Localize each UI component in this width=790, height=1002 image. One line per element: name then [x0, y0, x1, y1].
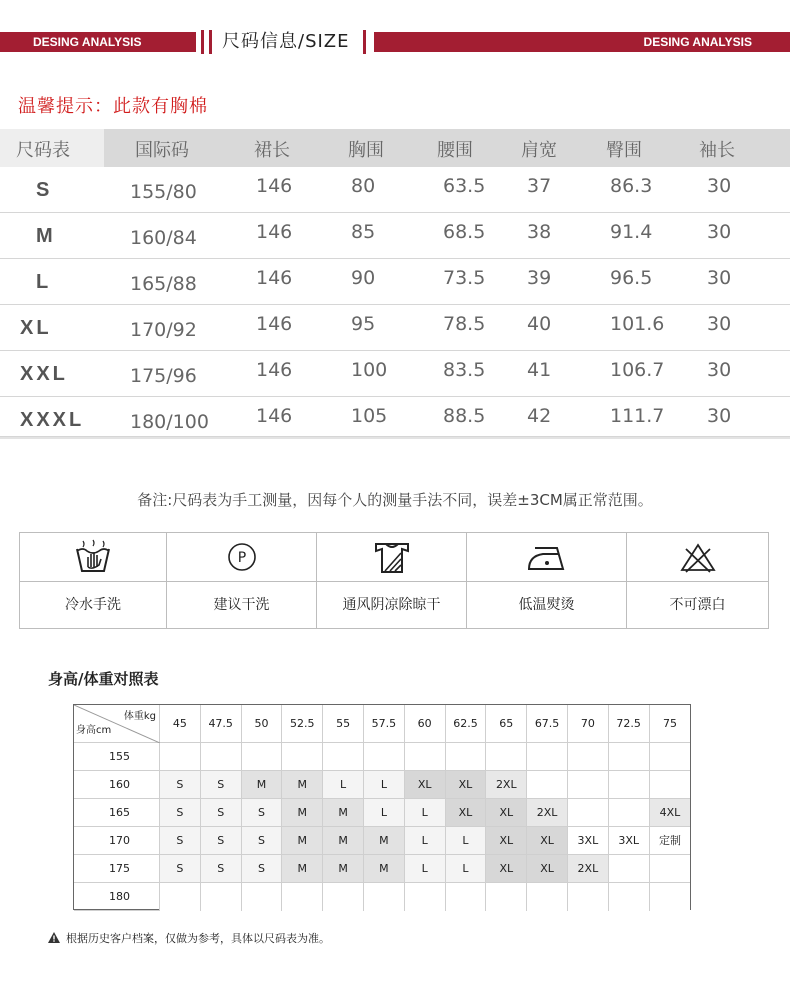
footnote	[48, 930, 330, 946]
weight-header: 70	[568, 705, 609, 743]
size-recommendation-cell	[160, 743, 201, 771]
size-recommendation-cell	[609, 883, 650, 911]
intl-size: 165/88	[130, 273, 197, 295]
size-recommendation-cell	[609, 743, 650, 771]
measurement-value: 90	[351, 267, 376, 289]
size-recommendation-cell	[282, 743, 323, 771]
size-recommendation-cell	[650, 855, 691, 883]
intl-size: 160/84	[130, 227, 197, 249]
weight-axis-label: 体重kg	[123, 711, 156, 722]
weight-header: 65	[486, 705, 527, 743]
measurement-value: 85	[351, 221, 376, 243]
measurement-value: 68.5	[443, 221, 486, 243]
weight-header: 57.5	[364, 705, 405, 743]
measurement-value: 95	[351, 313, 376, 335]
care-label: 冷水手洗	[65, 597, 121, 613]
size-row	[0, 167, 790, 213]
hw-corner-cell	[74, 705, 160, 743]
size-recommendation-cell	[282, 883, 323, 911]
size-recommendation-cell: L	[405, 827, 446, 855]
measurement-value: 146	[256, 267, 293, 289]
size-recommendation-cell: 3XL	[609, 827, 650, 855]
size-recommendation-cell: S	[242, 827, 283, 855]
size-recommendation-cell	[405, 883, 446, 911]
weight-header: 55	[323, 705, 364, 743]
hw-row	[74, 799, 690, 827]
size-table-bottom	[0, 437, 790, 439]
header-left-label: DESING ANALYSIS	[33, 35, 142, 49]
size-recommendation-cell	[242, 743, 283, 771]
size-recommendation-cell: 3XL	[568, 827, 609, 855]
size-recommendation-cell	[650, 743, 691, 771]
size-recommendation-cell	[201, 743, 242, 771]
header-cell: 腰围	[437, 140, 473, 161]
size-row	[0, 351, 790, 397]
measurement-value: 30	[707, 313, 732, 335]
size-recommendation-cell: 2XL	[527, 799, 568, 827]
intl-size: 155/80	[130, 181, 197, 203]
hw-row	[74, 743, 690, 771]
hw-header-row	[74, 705, 690, 743]
header-cell: 裙长	[254, 140, 290, 161]
size-recommendation-cell: M	[323, 799, 364, 827]
size-row	[0, 305, 790, 351]
hw-table-title: 身高/体重对照表	[48, 670, 159, 688]
size-table	[0, 129, 790, 439]
size-recommendation-cell	[446, 883, 487, 911]
size-row	[0, 397, 790, 437]
hw-row	[74, 883, 690, 911]
measurement-remark: 备注:尺码表为手工测量，因每个人的测量手法不同，误差±3CM属正常范围。	[137, 491, 653, 509]
size-recommendation-cell	[609, 799, 650, 827]
header-divider	[201, 30, 204, 54]
weight-header: 67.5	[527, 705, 568, 743]
intl-size: 170/92	[130, 319, 197, 341]
size-recommendation-cell: 2XL	[568, 855, 609, 883]
care-label: 低温熨烫	[518, 597, 575, 613]
measurement-value: 83.5	[443, 359, 486, 381]
no-bleach-icon	[678, 541, 718, 573]
size-recommendation-cell: M	[364, 855, 405, 883]
weight-header: 75	[650, 705, 691, 743]
hw-row	[74, 827, 690, 855]
size-label: XL	[20, 317, 52, 339]
weight-header: 62.5	[446, 705, 487, 743]
header-cell: 胸围	[348, 140, 384, 161]
measurement-value: 30	[707, 175, 732, 197]
size-recommendation-cell	[486, 743, 527, 771]
size-recommendation-cell: M	[282, 771, 323, 799]
size-recommendation-cell	[323, 883, 364, 911]
measurement-value: 101.6	[610, 313, 665, 335]
weight-header: 47.5	[201, 705, 242, 743]
size-recommendation-cell: L	[405, 855, 446, 883]
size-recommendation-cell	[527, 771, 568, 799]
size-recommendation-cell	[323, 743, 364, 771]
measurement-value: 42	[527, 405, 552, 427]
height-label: 170	[74, 827, 160, 855]
measurement-value: 73.5	[443, 267, 486, 289]
measurement-value: 37	[527, 175, 552, 197]
size-recommendation-cell: XL	[527, 855, 568, 883]
measurement-value: 78.5	[443, 313, 486, 335]
size-recommendation-cell: L	[446, 827, 487, 855]
care-cell-dry-clean	[167, 533, 317, 628]
size-recommendation-cell: M	[323, 855, 364, 883]
measurement-value: 96.5	[610, 267, 653, 289]
measurement-value: 100	[351, 359, 388, 381]
header-right-label: DESING ANALYSIS	[643, 35, 752, 49]
height-axis-label: 身高cm	[76, 725, 112, 736]
care-cell-hand-wash	[20, 533, 167, 628]
size-recommendation-cell: M	[282, 827, 323, 855]
measurement-value: 106.7	[610, 359, 665, 381]
measurement-value: 38	[527, 221, 552, 243]
measurement-value: 146	[256, 313, 293, 335]
measurement-value: 88.5	[443, 405, 486, 427]
height-label: 165	[74, 799, 160, 827]
size-label: M	[36, 225, 56, 247]
size-recommendation-cell: XL	[486, 827, 527, 855]
size-table-body	[0, 167, 790, 437]
shade-dry-icon	[372, 540, 412, 574]
size-recommendation-cell	[527, 883, 568, 911]
height-label: 180	[74, 883, 160, 911]
size-recommendation-cell	[568, 883, 609, 911]
measurement-value: 40	[527, 313, 552, 335]
measurement-value: 63.5	[443, 175, 486, 197]
size-recommendation-cell	[201, 883, 242, 911]
header-right-band	[374, 32, 790, 52]
measurement-value: 30	[707, 267, 732, 289]
size-recommendation-cell: XL	[446, 771, 487, 799]
measurement-value: 91.4	[610, 221, 653, 243]
size-row	[0, 259, 790, 305]
header-divider	[363, 30, 366, 54]
size-recommendation-cell: M	[282, 799, 323, 827]
height-label: 155	[74, 743, 160, 771]
height-label: 160	[74, 771, 160, 799]
size-recommendation-cell	[486, 883, 527, 911]
measurement-value: 146	[256, 405, 293, 427]
measurement-value: 146	[256, 359, 293, 381]
measurement-value: 30	[707, 359, 732, 381]
hand-wash-icon	[73, 539, 113, 575]
size-recommendation-cell: L	[405, 799, 446, 827]
care-label: 不可漂白	[669, 597, 726, 613]
measurement-value: 41	[527, 359, 552, 381]
measurement-value: 86.3	[610, 175, 653, 197]
size-recommendation-cell	[446, 743, 487, 771]
size-recommendation-cell: 2XL	[486, 771, 527, 799]
measurement-value: 39	[527, 267, 552, 289]
page-title: 尺码信息/SIZE	[222, 31, 350, 52]
size-table-header	[0, 129, 790, 167]
size-recommendation-cell	[405, 743, 446, 771]
care-cell-iron	[467, 533, 627, 628]
size-recommendation-cell: M	[242, 771, 283, 799]
size-recommendation-cell: M	[282, 855, 323, 883]
size-recommendation-cell: 定制	[650, 827, 691, 855]
size-recommendation-cell: XL	[486, 855, 527, 883]
size-recommendation-cell	[160, 883, 201, 911]
hw-row	[74, 771, 690, 799]
height-label: 175	[74, 855, 160, 883]
weight-header: 45	[160, 705, 201, 743]
measurement-value: 80	[351, 175, 376, 197]
size-recommendation-cell	[568, 799, 609, 827]
size-recommendation-cell: XL	[486, 799, 527, 827]
care-label: 建议干洗	[213, 597, 270, 613]
size-recommendation-cell	[364, 883, 405, 911]
size-label: S	[36, 179, 53, 201]
header-cell: 袖长	[699, 140, 735, 161]
size-recommendation-cell	[242, 883, 283, 911]
size-recommendation-cell: S	[201, 855, 242, 883]
header-cell: 尺码表	[16, 140, 70, 161]
size-recommendation-cell	[650, 771, 691, 799]
intl-size: 180/100	[130, 411, 209, 433]
size-recommendation-cell: L	[446, 855, 487, 883]
size-recommendation-cell: S	[160, 771, 201, 799]
size-recommendation-cell: 4XL	[650, 799, 691, 827]
hw-row	[74, 855, 690, 883]
size-recommendation-cell	[650, 883, 691, 911]
header-divider	[209, 30, 212, 54]
size-recommendation-cell	[364, 743, 405, 771]
size-recommendation-cell: S	[201, 799, 242, 827]
care-instructions	[19, 532, 769, 629]
size-recommendation-cell: XL	[446, 799, 487, 827]
size-recommendation-cell: L	[364, 771, 405, 799]
size-label: XXXL	[20, 409, 85, 431]
size-recommendation-cell	[527, 743, 568, 771]
care-cell-shade-dry	[317, 533, 467, 628]
size-recommendation-cell: S	[160, 827, 201, 855]
warning-icon	[48, 932, 60, 943]
size-label: XXL	[20, 363, 68, 385]
size-recommendation-cell	[568, 771, 609, 799]
size-recommendation-cell: S	[242, 799, 283, 827]
size-recommendation-cell: S	[160, 799, 201, 827]
size-recommendation-cell: XL	[527, 827, 568, 855]
size-recommendation-cell: M	[364, 827, 405, 855]
care-cell-no-bleach	[627, 533, 768, 628]
size-recommendation-cell: S	[201, 827, 242, 855]
size-recommendation-cell	[609, 855, 650, 883]
intl-size: 175/96	[130, 365, 197, 387]
size-label: L	[36, 271, 52, 293]
size-recommendation-cell: L	[364, 799, 405, 827]
measurement-value: 146	[256, 221, 293, 243]
dry-clean-icon	[226, 541, 258, 573]
size-recommendation-cell: XL	[405, 771, 446, 799]
weight-header: 50	[242, 705, 283, 743]
header-cell: 国际码	[135, 140, 189, 161]
weight-header: 52.5	[282, 705, 323, 743]
height-weight-table	[73, 704, 691, 910]
measurement-value: 30	[707, 221, 732, 243]
svg-text:P: P	[237, 550, 246, 566]
size-recommendation-cell: S	[160, 855, 201, 883]
size-recommendation-cell: S	[201, 771, 242, 799]
weight-header: 60	[405, 705, 446, 743]
weight-header: 72.5	[609, 705, 650, 743]
size-recommendation-cell	[568, 743, 609, 771]
footnote-text: 根据历史客户档案，仅做为参考，具体以尺码表为准。	[66, 932, 330, 945]
measurement-value: 30	[707, 405, 732, 427]
care-label: 通风阴凉除晾干	[342, 597, 441, 613]
measurement-value: 105	[351, 405, 388, 427]
size-row	[0, 213, 790, 259]
notice-text: 温馨提示：此款有胸棉	[18, 96, 208, 117]
measurement-value: 146	[256, 175, 293, 197]
header-left-band	[0, 32, 196, 52]
size-recommendation-cell	[609, 771, 650, 799]
header-cell: 肩宽	[521, 140, 557, 161]
size-recommendation-cell: L	[323, 771, 364, 799]
header-cell: 臀围	[606, 140, 642, 161]
size-recommendation-cell: M	[323, 827, 364, 855]
measurement-value: 111.7	[610, 405, 665, 427]
iron-low-icon	[525, 542, 569, 572]
size-recommendation-cell: S	[242, 855, 283, 883]
